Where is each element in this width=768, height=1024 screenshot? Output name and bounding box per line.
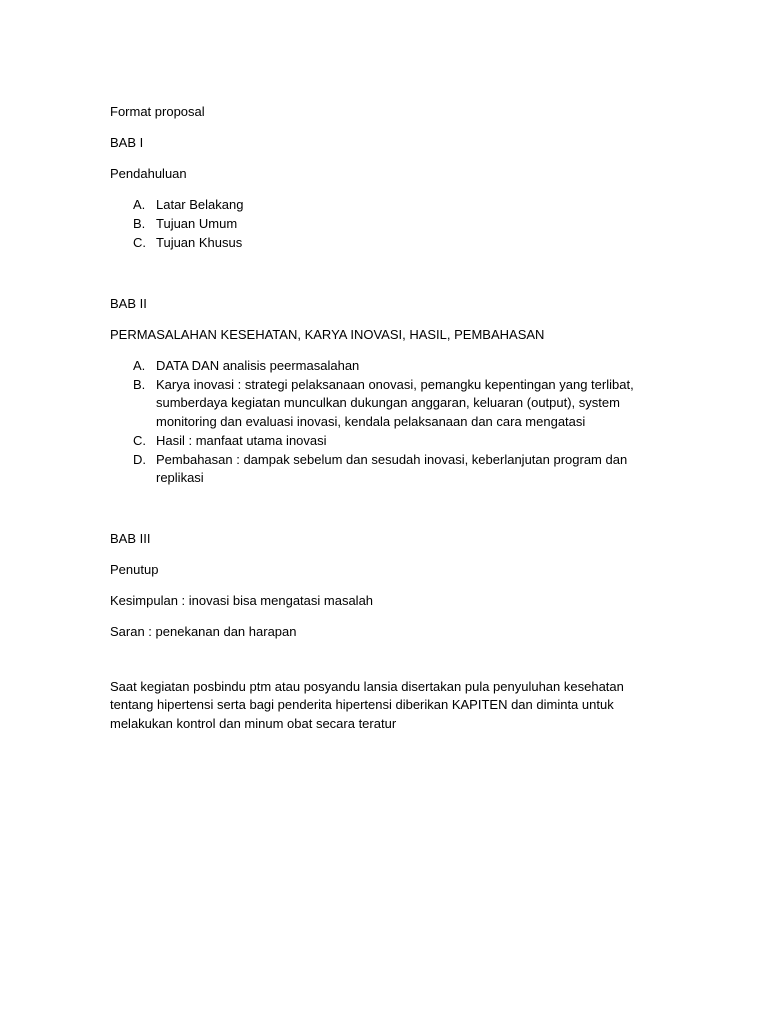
list-item (110, 451, 650, 488)
list-item (110, 357, 650, 376)
list-marker: A. (133, 197, 146, 212)
bab-2-subtitle: PERMASALAHAN KESEHATAN, KARYA INOVASI, HASIL, PEMBAHASAN (110, 326, 545, 342)
list-marker: A. (133, 357, 146, 373)
bab-2-list (110, 357, 650, 488)
list-item-text: Latar Belakang (156, 197, 244, 212)
list-item (110, 376, 650, 432)
list-item-text: Tujuan Umum (156, 216, 238, 231)
list-item (110, 234, 650, 253)
list-item-text: Hasil : manfaat utama inovasi (156, 432, 327, 448)
spacer (110, 654, 650, 678)
kesimpulan-text: Kesimpulan : inovasi bisa mengatasi masalah (110, 592, 374, 608)
list-marker: C. (133, 432, 146, 448)
spacer (110, 265, 650, 295)
bab-1-subtitle: Pendahuluan (110, 166, 187, 181)
list-item-text: Karya inovasi : strategi pelaksanaan onovasi, pemangku kepentingan yang terlibat, sumberdaya kegiatan munculkan dukungan anggaran, keluaran (output), system monitoring dan evaluasi inovasi, kendala pelaksanaan dan cara mengatasi (156, 376, 634, 429)
list-item (110, 196, 650, 215)
list-marker: B. (133, 216, 146, 231)
bab-2-title: BAB II (110, 295, 147, 311)
document-heading: Format proposal (110, 104, 205, 119)
list-marker: D. (133, 451, 146, 467)
list-item-text: Pembahasan : dampak sebelum dan sesudah inovasi, keberlanjutan program dan replikasi (156, 451, 628, 485)
list-item-text: DATA DAN analisis peermasalahan (156, 357, 360, 373)
spacer (110, 500, 650, 530)
bab-3-title: BAB III (110, 530, 151, 546)
bab-3-subtitle: Penutup (110, 561, 159, 577)
saran-text: Saran : penekanan dan harapan (110, 623, 297, 639)
list-marker: B. (133, 376, 146, 392)
list-marker: C. (133, 235, 146, 250)
list-item (110, 432, 650, 451)
bab-1-title: BAB I (110, 135, 144, 150)
closing-paragraph: Saat kegiatan posbindu ptm atau posyandu lansia disertakan pula penyuluhan kesehatan tentang hipertensi serta bagi penderita hipertensi diberikan KAPITEN dan diminta untuk melakukan kontrol dan minum obat secara teratur (110, 678, 624, 731)
list-item-text: Tujuan Khusus (156, 235, 243, 250)
bab-1-list (110, 196, 650, 253)
list-item (110, 215, 650, 234)
document-body (110, 103, 650, 746)
